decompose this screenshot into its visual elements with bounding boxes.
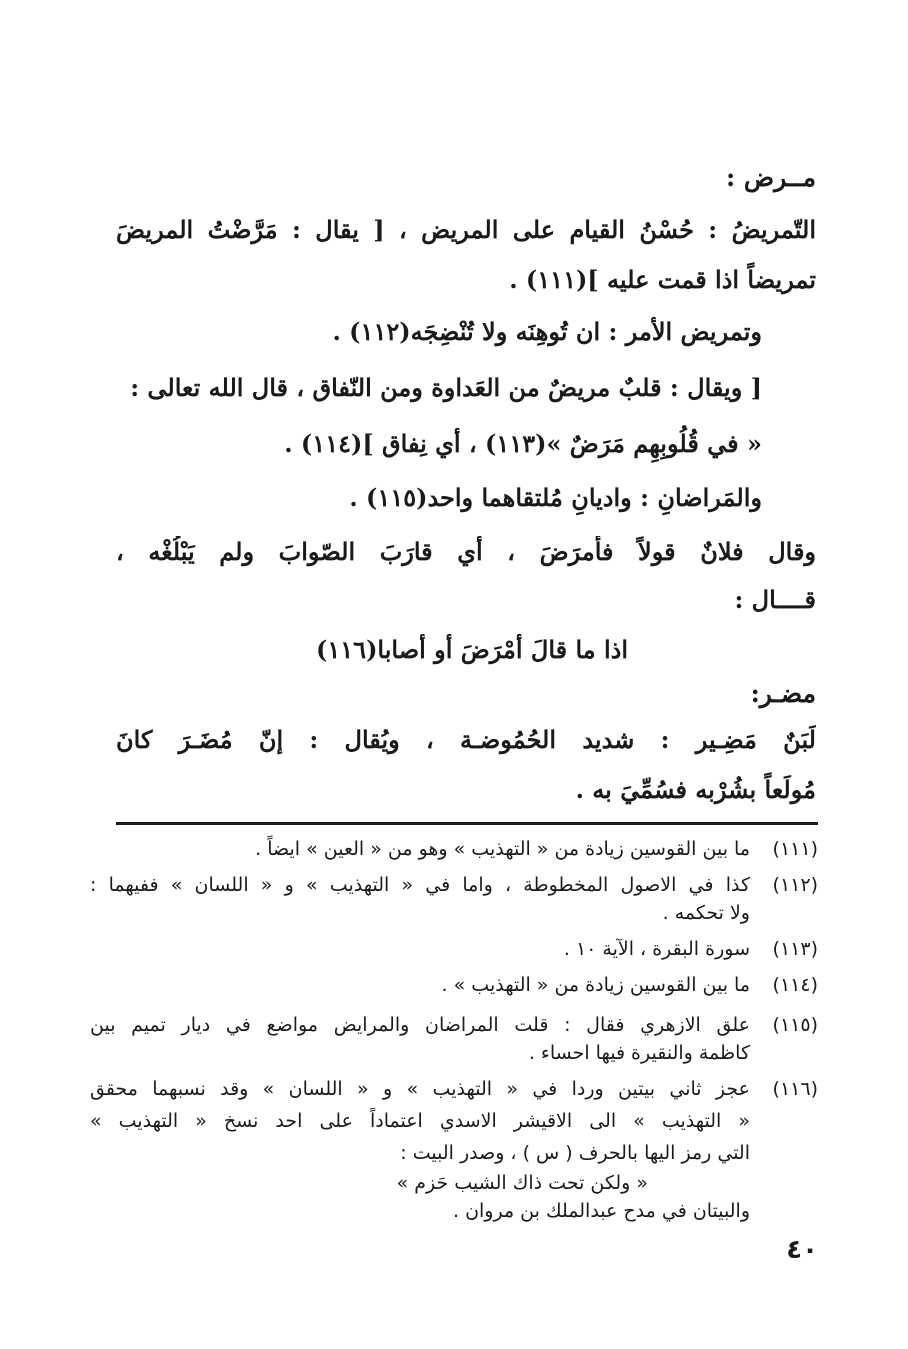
footnote-line: كذا في الاصول المخطوطة ، واما في « التهذيب » و « اللسان » ففيهما : (90, 874, 750, 896)
body-line: وتمريض الأمر : ان تُوهِنَه ولا تُنْضِجَه(١١٢) . (332, 317, 762, 346)
entry-heading-marad: مــرض : (726, 163, 816, 192)
footnote-number: (١١١) (772, 838, 818, 860)
footnote-line: علق الازهري فقال : قلت المراضان والمرايض مواضع في ديار تميم بين (90, 1014, 750, 1036)
verse-line: اذا ما قالَ أمْرَضَ أو أصابا(١١٦) (316, 635, 628, 664)
footnote-line: ولا تحكمه . (662, 902, 750, 924)
body-line: مُولَعاً بشُرْبه فسُمِّيَ به . (575, 775, 816, 804)
body-line: والمَراضانِ : واديانِ مُلتقاهما واحد(١١٥) . (349, 483, 762, 512)
body-line: قــــال : (734, 585, 816, 614)
body-line: التّمريضُ : حُسْنُ القيام على المريض ، [ يقال : مَرَّضْتُ المريضَ (116, 215, 816, 244)
footnote-line: كاظمة والنقيرة فيها احساء . (528, 1042, 750, 1064)
footnote-line: والبيتان في مدح عبدالملك بن مروان . (452, 1200, 750, 1222)
body-line: [ ويقال : قلبٌ مريضٌ من العَداوة ومن النّفاق ، قال الله تعالى : (130, 373, 762, 402)
footnote-number: (١١٣) (772, 938, 818, 960)
footnote-number: (١١٢) (772, 874, 818, 896)
footnote-line: « التهذيب » الى الاقيشر الاسدي اعتماداً على احد نسخ « التهذيب » (90, 1110, 750, 1132)
entry-heading-madar: مضـر: (750, 679, 816, 708)
footnote-line: سورة البقرة ، الآية ١٠ . (563, 938, 750, 960)
footnote-line: التي رمز اليها بالحرف ( س ) ، وصدر البيت : (400, 1142, 750, 1164)
footnote-separator (116, 822, 818, 825)
page-number: ٤٠ (786, 1235, 818, 1265)
footnote-verse: « ولكن تحت ذاك الشيب حَزم » (396, 1172, 648, 1194)
footnote-number: (١١٥) (772, 1014, 818, 1036)
body-line: لَبَنٌ مَضِـير : شديد الحُمُوضـة ، ويُقال : إنّ مُضَـرَ كانَ (116, 725, 816, 754)
footnote-line: عجز ثاني بيتين وردا في « التهذيب » و « اللسان » وقد نسبهما محقق (90, 1078, 750, 1100)
footnote-line: ما بين القوسين زيادة من « التهذيب » . (441, 974, 750, 996)
footnote-number: (١١٤) (772, 974, 818, 996)
footnote-line: ما بين القوسين زيادة من « التهذيب » وهو من « العين » ايضاً . (255, 838, 750, 860)
body-line: « في قُلُوبِهِم مَرَضٌ »(١١٣) ، أي نِفاق ](١١٤) . (284, 429, 762, 458)
body-line: تمريضاً اذا قمت عليه ](١١١) . (509, 265, 816, 294)
footnote-number: (١١٦) (772, 1078, 818, 1100)
body-line: وقال فلانٌ قولاً فأمرَضَ ، أي قارَبَ الصّوابَ ولم يَبْلُغْه ، (116, 537, 816, 566)
